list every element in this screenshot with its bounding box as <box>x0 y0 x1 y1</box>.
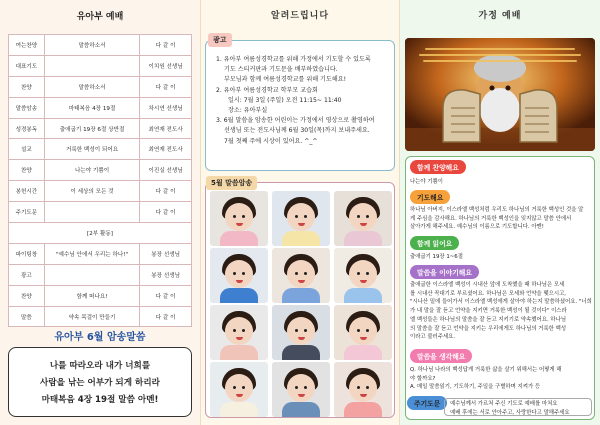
section-text-line: 예배 후에는 서로 안아주고, 사랑한다고 말해주세요 <box>450 409 570 416</box>
order-content: 말씀하소서 <box>44 76 139 97</box>
order-item: 찬양 <box>9 285 45 306</box>
order-item: 주기도문 <box>9 202 45 223</box>
order-leader: 봉장 선생님 <box>140 264 192 285</box>
panel-title: 알려드립니다 <box>270 11 330 21</box>
child-photo <box>272 362 330 417</box>
section-text-line: 나는야 기쁨이 <box>410 179 443 185</box>
section-text-line: 를 시내산 꼭대기로 부르셨어요. 하나님은 모세와 언약을 맺으시고, <box>410 290 567 297</box>
order-row <box>9 306 192 327</box>
order-item: 말씀암송 <box>9 97 45 118</box>
order-leader: 다 같 이 <box>140 285 192 306</box>
section-text-line: 예수님께서 가르쳐 주신 기도로 예배를 마쳐요 <box>450 401 558 407</box>
order-content: 나는야 기쁨이 <box>44 160 139 181</box>
section-text-line: A. 매일 말씀읽기, 기도하기, 주일을 구별하며 지켜가 등 <box>410 384 541 391</box>
memory-verse-line: 마태복음 4장 19절 말씀 아멘! <box>41 395 159 405</box>
notice-line: 부모님과 함께 여름성경학교를 위해 기도해요! <box>224 76 347 84</box>
order-item: 파이팅창 <box>9 243 45 264</box>
order-leader: 다 같 이 <box>140 35 192 56</box>
notice-box <box>205 40 395 171</box>
notice-tag: 광고 <box>208 33 232 47</box>
section-text-line: 하나님 아버지, 이스라엘 백성처럼 우리도 하나님의 거룩한 백성인 것을 알 <box>410 207 584 213</box>
closing-note-box <box>444 398 592 416</box>
child-photo <box>272 248 330 303</box>
section-text-line: 게 주심을 감사해요. 하나님의 거룩한 백성인을 잊지않고 말씀 안에서 <box>410 215 572 222</box>
order-content: "예수님 안에서 우리는 하나!" <box>44 243 139 264</box>
section-label: 함께 찬양해요 <box>410 160 466 174</box>
section-label: 주기도문 <box>407 396 447 410</box>
memory-verse-title: 유아부 6월 암송말씀 <box>54 332 146 343</box>
order-content <box>44 264 139 285</box>
verse-tag: 5월 말씀암송 <box>206 176 257 190</box>
panel-title: 유아부 예배 <box>76 12 124 22</box>
order-row <box>9 264 192 285</box>
order-leader: 최연재 전도사 <box>140 118 192 139</box>
order-row <box>9 35 192 56</box>
section-text-line: Q. 하나님 나라의 백성답게 거룩한 삶을 살기 위해서는 어떻게 해 <box>410 367 562 373</box>
notice-line: 일시: 7월 3일 (주일) 오전 11:15~ 11:40 <box>228 96 342 104</box>
order-content <box>44 55 139 76</box>
order-leader: 이진실 선생님 <box>140 160 192 181</box>
child-photo <box>334 305 392 360</box>
order-row <box>9 97 192 118</box>
order-leader: 이치원 선생님 <box>140 55 192 76</box>
order-section-header: [2부 활동] <box>9 223 192 244</box>
order-leader: 다 같 이 <box>140 202 192 223</box>
section-text-line: 살아가게 해주세요. 예수님의 이름으로 기도합니다. 아멘! <box>410 224 544 231</box>
order-row <box>9 181 192 202</box>
moses-tablets-illustration <box>405 38 595 151</box>
order-leader: 다 같 이 <box>140 306 192 327</box>
order-content: 이 세상의 모든 것 <box>44 181 139 202</box>
order-item: 성경봉독 <box>9 118 45 139</box>
order-item: 찬양 <box>9 160 45 181</box>
order-content: 출애굽기 19장 6절 상반절 <box>44 118 139 139</box>
section-label: 기도해요 <box>410 190 450 204</box>
notice-line: 장소: 유아부실 <box>228 107 268 115</box>
notice-line: 7월 첫째 주에 시상이 있어요. ^_^ <box>224 137 318 145</box>
order-item: 설교 <box>9 139 45 160</box>
photo-grid <box>205 182 395 418</box>
worship-order-table <box>8 34 192 327</box>
order-row <box>9 202 192 223</box>
order-leader: 차시연 선생님 <box>140 97 192 118</box>
notice-line: 1. 유아부 여름성경학교를 위해 가정에서 기도할 수 있도록 <box>216 56 371 63</box>
order-item: 말씀 <box>9 306 45 327</box>
section-text-line: 이라고 불러주세요. <box>410 334 456 341</box>
order-leader: 최연재 전도사 <box>140 139 192 160</box>
child-photo <box>272 305 330 360</box>
panel-title: 가정 예배 <box>478 11 522 21</box>
order-item: 봉헌시간 <box>9 181 45 202</box>
order-row <box>9 160 192 181</box>
section-text-line: 출애굽한 이스라엘 백성이 시내산 앞에 도착했을 때 하나님은 모세 <box>410 282 565 288</box>
order-leader: 다 같 이 <box>140 181 192 202</box>
notice-line: 3. 6월 말씀을 암송한 어린이는 가정에서 영상으로 촬영하여 <box>216 117 375 125</box>
child-photo <box>210 305 268 360</box>
section-text-line: 엘 백성들은 하나님의 말씀을 잘 듣고 지키기로 약속했어요. 하나님 <box>410 316 567 323</box>
order-item: 여는찬양 <box>9 35 45 56</box>
section-text-line: "시나산 밑에 들어가서 이스라엘 백성에게 살아야 하는지 말씀하셨어요. "너희 <box>410 299 592 306</box>
order-row <box>9 139 192 160</box>
order-row <box>9 55 192 76</box>
order-leader: 봉장 선생님 <box>140 243 192 264</box>
memory-verse-line: 나를 따라오라 내가 너희를 <box>49 361 151 371</box>
notice-line: 선생님 또는 전도사님께 6월 30일(목)까지 보내주세요. <box>224 127 370 135</box>
memory-verse-box <box>8 347 192 417</box>
section-text-line: 야 할까요? <box>410 375 436 382</box>
child-photo <box>210 248 268 303</box>
order-content: 마태복음 4장 19절 <box>44 97 139 118</box>
order-row <box>9 285 192 306</box>
section-text-line: 가 내 말을 잘 듣고 언약을 지키면 거룩한 백성이 될 것이다" 이스라 <box>410 308 567 315</box>
order-content: 함께 떠나요! <box>44 285 139 306</box>
section-text-line: 출애굽기 19장 1~6절 <box>410 254 463 260</box>
notice-line: 2. 유아부 여름성경학교 학부모 교습회 <box>216 86 318 94</box>
child-photo <box>272 191 330 246</box>
order-row <box>9 243 192 264</box>
section-label: 말씀을 생각해요 <box>410 349 472 363</box>
order-item: 대표기도 <box>9 55 45 76</box>
section-label: 함께 읽어요 <box>410 236 459 250</box>
worship-order-panel <box>0 0 200 425</box>
section-text-line: 의 말씀을 잘 듣고 언약을 지키는 우리에게도 하나님의 거룩한 백성 <box>410 325 567 332</box>
child-photo <box>334 362 392 417</box>
child-photo <box>334 248 392 303</box>
memory-verse-line: 사람을 낚는 어부가 되게 하리라 <box>40 378 160 388</box>
child-photo <box>334 191 392 246</box>
order-content <box>44 202 139 223</box>
child-photo <box>210 191 268 246</box>
order-leader: 다 같 이 <box>140 76 192 97</box>
section-label: 말씀을 이야기해요 <box>410 265 479 279</box>
notice-line: 기도 스티커판과 기도문을 배부하였습니다. <box>224 66 338 74</box>
order-item: 광고 <box>9 264 45 285</box>
order-item: 찬양 <box>9 76 45 97</box>
order-content: 거룩한 백성이 되어요 <box>44 139 139 160</box>
order-content: 말씀하소서 <box>44 35 139 56</box>
order-row <box>9 118 192 139</box>
order-row <box>9 223 192 244</box>
order-row <box>9 76 192 97</box>
child-photo <box>210 362 268 417</box>
order-content: 약속 목걸이 만들기 <box>44 306 139 327</box>
